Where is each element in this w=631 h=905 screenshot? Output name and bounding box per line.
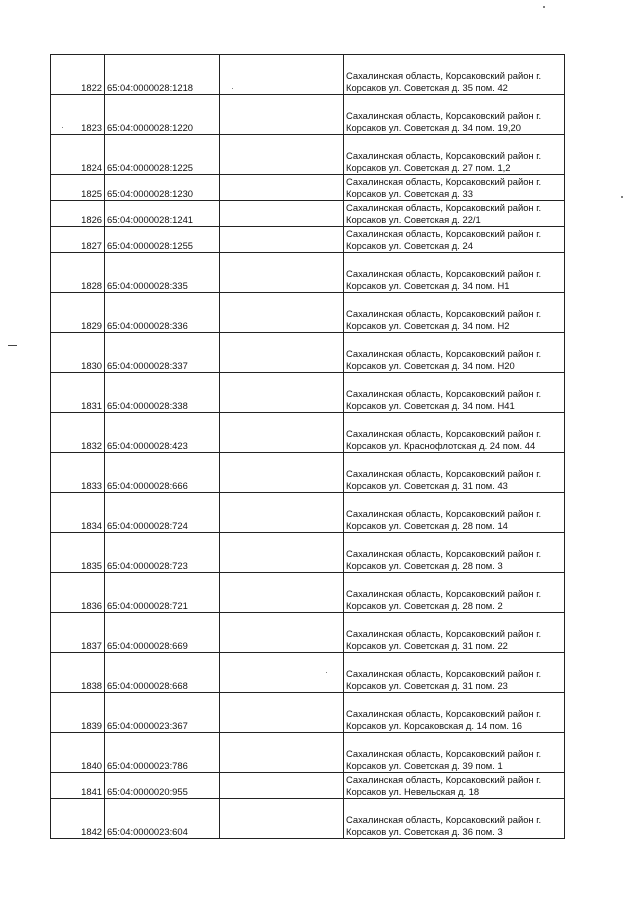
cadastral-number-cell: 65:04:0000028:423 [105, 413, 220, 453]
address-line: Корсаков ул. Советская д. 39 пом. 1 [346, 760, 503, 771]
row-number-cell: 1830 [51, 333, 105, 373]
registry-table [50, 54, 565, 839]
scan-speck [326, 672, 327, 673]
empty-cell [220, 613, 344, 653]
cadastral-number-cell: 65:04:0000028:723 [105, 533, 220, 573]
empty-cell [220, 201, 344, 227]
cadastral-number-cell: 65:04:0000028:336 [105, 293, 220, 333]
row-number-cell: 1841 [51, 773, 105, 799]
address-line: Сахалинская область, Корсаковский район г. [346, 774, 542, 785]
row-number-cell: 1835 [51, 533, 105, 573]
cadastral-number-cell: 65:04:0000028:1255 [105, 227, 220, 253]
table-row [51, 799, 565, 839]
cadastral-number-cell: 65:04:0000023:367 [105, 693, 220, 733]
address-cell [344, 653, 565, 693]
cadastral-number-cell: 65:04:0000028:668 [105, 653, 220, 693]
cadastral-number-cell: 65:04:0000023:604 [105, 799, 220, 839]
table-row [51, 613, 565, 653]
address-line: Сахалинская область, Корсаковский район г. [346, 70, 542, 81]
address-line: Корсаков ул. Советская д. 34 пом. Н20 [346, 360, 515, 371]
address-line: Сахалинская область, Корсаковский район г. [346, 348, 542, 359]
cadastral-number-cell: 65:04:0000028:669 [105, 613, 220, 653]
address-line: Сахалинская область, Корсаковский район г. [346, 708, 542, 719]
address-cell [344, 573, 565, 613]
address-cell [344, 227, 565, 253]
cadastral-number-cell: 65:04:0000028:1218 [105, 55, 220, 95]
empty-cell [220, 253, 344, 293]
address-cell [344, 613, 565, 653]
empty-cell [220, 453, 344, 493]
empty-cell [220, 95, 344, 135]
address-line: Сахалинская область, Корсаковский район г. [346, 668, 542, 679]
address-line: Корсаков ул. Советская д. 31 пом. 22 [346, 640, 508, 651]
row-number-cell: 1824 [51, 135, 105, 175]
cadastral-number-cell: 65:04:0000028:337 [105, 333, 220, 373]
cadastral-number-cell: 65:04:0000028:1230 [105, 175, 220, 201]
cadastral-number-cell: 65:04:0000028:335 [105, 253, 220, 293]
address-line: Сахалинская область, Корсаковский район г. [346, 228, 542, 239]
address-line: Сахалинская область, Корсаковский район г. [346, 548, 542, 559]
address-cell [344, 293, 565, 333]
address-line: Сахалинская область, Корсаковский район г. [346, 508, 542, 519]
empty-cell [220, 799, 344, 839]
address-line: Корсаков ул. Советская д. 24 [346, 240, 473, 251]
address-line: Корсаков ул. Невельская д. 18 [346, 786, 480, 797]
address-line: Корсаков ул. Советская д. 22/1 [346, 214, 481, 225]
address-line: Корсаков ул. Советская д. 34 пом. Н2 [346, 320, 510, 331]
row-number-cell: 1822 [51, 55, 105, 95]
empty-cell [220, 773, 344, 799]
table-row [51, 653, 565, 693]
address-cell [344, 253, 565, 293]
row-number-cell: 1831 [51, 373, 105, 413]
address-line: Сахалинская область, Корсаковский район г. [346, 308, 542, 319]
table-row [51, 533, 565, 573]
row-number-cell: 1837 [51, 613, 105, 653]
table-row [51, 493, 565, 533]
empty-cell [220, 533, 344, 573]
empty-cell [220, 333, 344, 373]
empty-cell [220, 493, 344, 533]
table-row [51, 201, 565, 227]
address-cell [344, 175, 565, 201]
table-row [51, 253, 565, 293]
empty-cell [220, 733, 344, 773]
row-number-cell: 1829 [51, 293, 105, 333]
cadastral-number-cell: 65:04:0000028:338 [105, 373, 220, 413]
address-line: Сахалинская область, Корсаковский район г. [346, 468, 542, 479]
row-number-cell: 1839 [51, 693, 105, 733]
cadastral-number-cell: 65:04:0000028:1241 [105, 201, 220, 227]
row-number-cell: 1828 [51, 253, 105, 293]
address-cell [344, 135, 565, 175]
address-line: Корсаков ул. Советская д. 28 пом. 3 [346, 560, 503, 571]
table-row [51, 135, 565, 175]
address-line: Корсаков ул. Советская д. 33 [346, 188, 473, 199]
row-number-cell: 1834 [51, 493, 105, 533]
address-line: Корсаков ул. Советская д. 28 пом. 14 [346, 520, 508, 531]
address-line: Сахалинская область, Корсаковский район г. [346, 176, 542, 187]
table-row [51, 227, 565, 253]
address-line: Сахалинская область, Корсаковский район г. [346, 388, 542, 399]
cadastral-number-cell: 65:04:0000028:721 [105, 573, 220, 613]
address-line: Корсаков ул. Краснофлотская д. 24 пом. 44 [346, 440, 536, 451]
address-line: Корсаков ул. Советская д. 34 пом. Н41 [346, 400, 515, 411]
address-line: Корсаков ул. Корсаковская д. 14 пом. 16 [346, 720, 523, 731]
empty-cell [220, 227, 344, 253]
cadastral-number-cell: 65:04:0000023:786 [105, 733, 220, 773]
address-cell [344, 201, 565, 227]
address-cell [344, 733, 565, 773]
empty-cell [220, 413, 344, 453]
cadastral-number-cell: 65:04:0000028:666 [105, 453, 220, 493]
table-row [51, 693, 565, 733]
scan-speck [62, 127, 63, 128]
cadastral-number-cell: 65:04:0000028:724 [105, 493, 220, 533]
empty-cell [220, 373, 344, 413]
row-number-cell: 1827 [51, 227, 105, 253]
cadastral-number-cell: 65:04:0000028:1220 [105, 95, 220, 135]
address-line: Сахалинская область, Корсаковский район г. [346, 748, 542, 759]
empty-cell [220, 135, 344, 175]
empty-cell [220, 573, 344, 613]
address-cell [344, 493, 565, 533]
row-number-cell: 1823 [51, 95, 105, 135]
address-cell [344, 533, 565, 573]
empty-cell [220, 653, 344, 693]
scan-mark [8, 345, 17, 346]
address-line: Сахалинская область, Корсаковский район г. [346, 628, 542, 639]
table-row [51, 95, 565, 135]
registry-table-body [51, 55, 565, 839]
address-line: Сахалинская область, Корсаковский район г. [346, 268, 542, 279]
table-row [51, 333, 565, 373]
address-line: Сахалинская область, Корсаковский район г. [346, 202, 542, 213]
table-row [51, 453, 565, 493]
address-cell [344, 453, 565, 493]
address-line: Корсаков ул. Советская д. 31 пом. 23 [346, 680, 508, 691]
address-line: Сахалинская область, Корсаковский район г. [346, 428, 542, 439]
address-line: Сахалинская область, Корсаковский район г. [346, 110, 542, 121]
empty-cell [220, 55, 344, 95]
empty-cell [220, 175, 344, 201]
address-cell [344, 95, 565, 135]
address-cell [344, 693, 565, 733]
table-row [51, 373, 565, 413]
row-number-cell: 1836 [51, 573, 105, 613]
table-row [51, 175, 565, 201]
address-line: Корсаков ул. Советская д. 27 пом. 1,2 [346, 162, 511, 173]
address-cell [344, 333, 565, 373]
table-row [51, 413, 565, 453]
empty-cell [220, 293, 344, 333]
address-line: Корсаков ул. Советская д. 28 пом. 2 [346, 600, 503, 611]
address-line: Сахалинская область, Корсаковский район г. [346, 150, 542, 161]
address-line: Корсаков ул. Советская д. 36 пом. 3 [346, 826, 503, 837]
address-line: Сахалинская область, Корсаковский район г. [346, 814, 542, 825]
address-line: Сахалинская область, Корсаковский район г. [346, 588, 542, 599]
row-number-cell: 1840 [51, 733, 105, 773]
scan-speck [621, 196, 623, 198]
address-cell [344, 773, 565, 799]
address-line: Корсаков ул. Советская д. 35 пом. 42 [346, 82, 508, 93]
row-number-cell: 1838 [51, 653, 105, 693]
scan-speck [232, 88, 233, 89]
table-row [51, 773, 565, 799]
cadastral-number-cell: 65:04:0000028:1225 [105, 135, 220, 175]
address-cell [344, 799, 565, 839]
scan-speck [543, 6, 545, 8]
address-line: Корсаков ул. Советская д. 31 пом. 43 [346, 480, 508, 491]
row-number-cell: 1832 [51, 413, 105, 453]
row-number-cell: 1826 [51, 201, 105, 227]
address-cell [344, 55, 565, 95]
cadastral-number-cell: 65:04:0000020:955 [105, 773, 220, 799]
table-row [51, 573, 565, 613]
address-line: Корсаков ул. Советская д. 34 пом. 19,20 [346, 122, 521, 133]
address-cell [344, 373, 565, 413]
table-row [51, 293, 565, 333]
row-number-cell: 1833 [51, 453, 105, 493]
table-row [51, 733, 565, 773]
address-line: Корсаков ул. Советская д. 34 пом. Н1 [346, 280, 510, 291]
address-cell [344, 413, 565, 453]
row-number-cell: 1825 [51, 175, 105, 201]
empty-cell [220, 693, 344, 733]
table-row [51, 55, 565, 95]
row-number-cell: 1842 [51, 799, 105, 839]
